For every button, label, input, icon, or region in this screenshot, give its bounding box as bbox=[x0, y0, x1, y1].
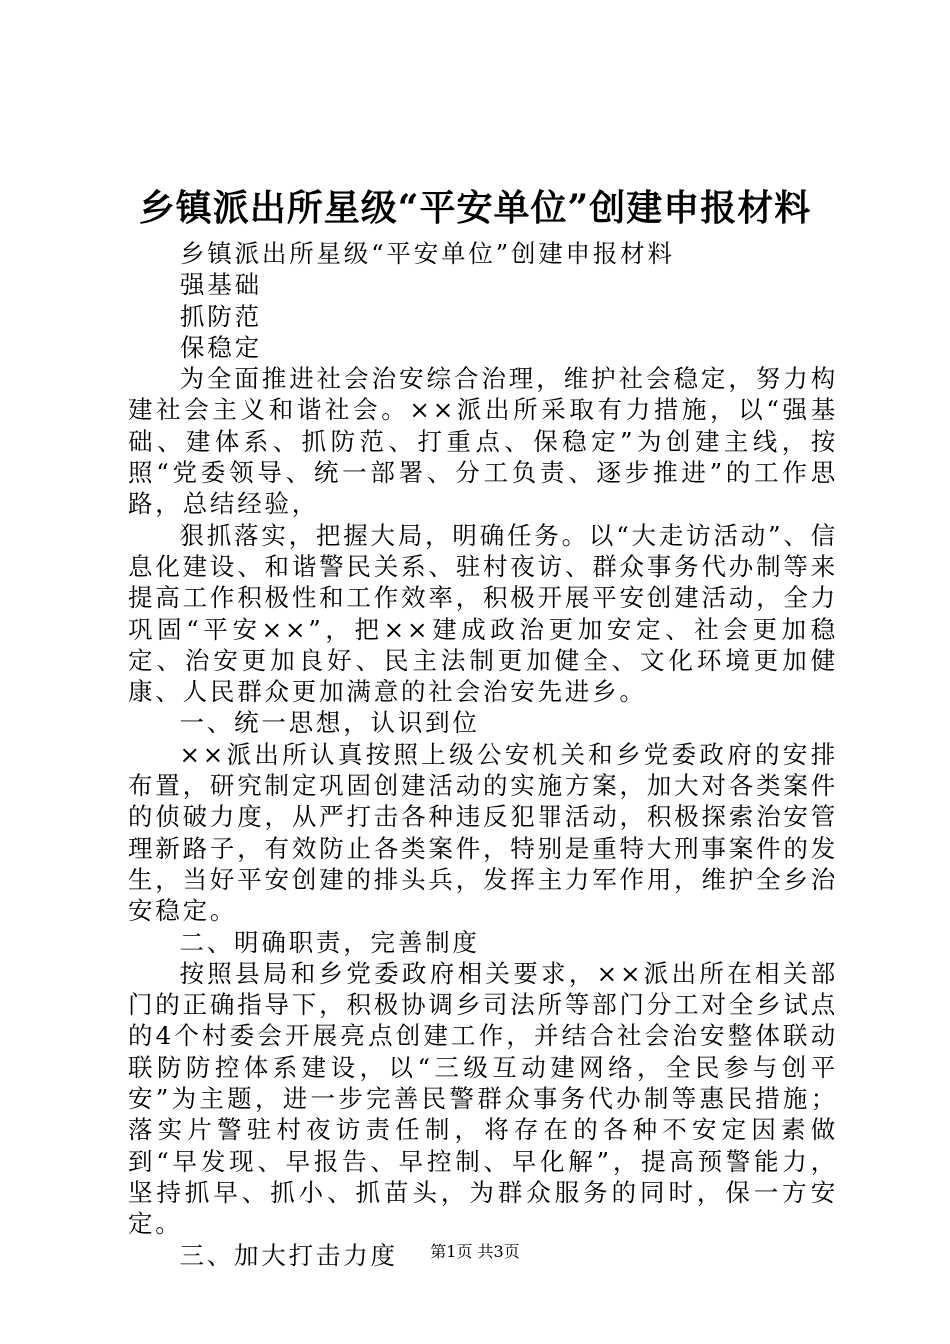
section-heading-2: 二、明确职责，完善制度 bbox=[179, 927, 480, 957]
paragraph-measures: 狠抓落实，把握大局，明确任务。以“大走访活动”、信息化建设、和谐警民关系、驻村夜访、群众事务代办制等来提高工作积极性和工作效率，积极开展平安创建活动，全力巩固“平安××”，把××建成政治更加安定、社会更加稳定、治安更加良好、民主法制更加健全、文化环境更加健康、人民群众更加满意的社会治安先进乡。 bbox=[128, 520, 838, 707]
paragraph-section-1: ××派出所认真按照上级公安机关和乡党委政府的安排布置，研究制定巩固创建活动的实施方案，加大对各类案件的侦破力度，从严打击各种违反犯罪活动，积极探索治安管理新路子，有效防止各类案件，特别是重特大刑事案件的发生，当好平安创建的排头兵，发挥主力军作用，维护全乡治安稳定。 bbox=[128, 739, 838, 926]
paragraph-keyword-3: 保稳定 bbox=[180, 332, 262, 362]
paragraph-section-2: 按照县局和乡党委政府相关要求，××派出所在相关部门的正确指导下，积极协调乡司法所等部门分工对全乡试点的4个村委会开展亮点创建工作，并结合社会治安整体联动联防防控体系建设，以“三级互动建网络，全民参与创平安”为主题，进一步完善民警群众事务代办制等惠民措施；落实片警驻村夜访责任制，将存在的各种不安定因素做到“早发现、早报告、早控制、早化解”，提高预警能力，坚持抓早、抓小、抓苗头，为群众服务的同时，保一方安定。 bbox=[128, 958, 838, 1239]
section-heading-1: 一、统一思想，认识到位 bbox=[179, 708, 480, 738]
document-body bbox=[128, 238, 838, 1271]
paragraph-subtitle: 乡镇派出所星级“平安单位”创建申报材料 bbox=[180, 239, 675, 268]
paragraph-keyword-2: 抓防范 bbox=[180, 301, 262, 331]
document-title: 乡镇派出所星级“平安单位”创建申报材料 bbox=[138, 187, 812, 229]
page-number: 第1页 共3页 bbox=[430, 1242, 520, 1261]
section-heading-3: 三、加大打击力度 bbox=[179, 1240, 398, 1270]
paragraph-intro: 为全面推进社会治安综合治理，维护社会稳定，努力构建社会主义和谐社会。××派出所采取有力措施，以“强基础、建体系、抓防范、打重点、保稳定”为创建主线，按照“党委领导、统一部署、分工负责、逐步推进”的工作思路，总结经验， bbox=[128, 364, 838, 519]
paragraph-keyword-1: 强基础 bbox=[180, 270, 262, 300]
